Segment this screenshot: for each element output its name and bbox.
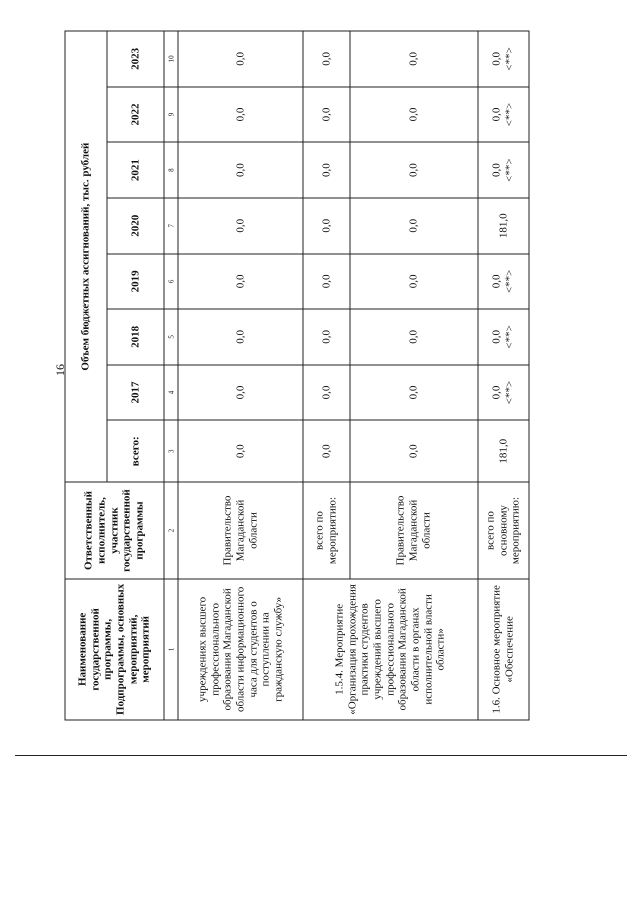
year-value: 0,0: [234, 107, 247, 122]
year-value-cell: [178, 87, 303, 143]
footnote-mark: <**>: [503, 269, 516, 294]
activity-name-cell: 1.5.4. Мероприятие «Организация прохождения практики студентов учреждений высшего профессионального образования Магаданской области в органах исполнительной власти области»: [303, 579, 478, 720]
footnote-mark: <**>: [503, 47, 516, 71]
year-value-cell: [350, 198, 478, 254]
year-value: 0,0: [320, 385, 333, 400]
column-number: 4: [164, 365, 178, 421]
footnote-mark: <**>: [503, 102, 516, 127]
year-value-cell: [350, 87, 478, 143]
total-cell: 0,0: [303, 420, 350, 482]
year-value: 0,0: [407, 163, 420, 177]
header-row: [65, 31, 107, 720]
page-divider-line: [15, 755, 627, 756]
page-number: 16: [53, 364, 67, 376]
table-row: [303, 31, 350, 720]
year-value-cell: [178, 142, 303, 198]
year-value-cell: [178, 309, 303, 365]
year-value-cell: [303, 365, 350, 421]
year-value: 0,0: [490, 107, 503, 122]
year-value: 0,0: [234, 163, 247, 177]
year-header: 2018: [107, 309, 164, 365]
year-header: 2022: [107, 87, 164, 143]
year-value-cell: [303, 254, 350, 310]
column-number: 7: [164, 198, 178, 254]
year-header: 2017: [107, 365, 164, 421]
year-value: 0,0: [320, 107, 333, 122]
year-value-cell: [478, 309, 529, 365]
year-value-cell: [303, 87, 350, 143]
year-value: 0,0: [407, 330, 420, 344]
column-number: 6: [164, 254, 178, 310]
year-value: 0,0: [320, 330, 333, 344]
year-value-cell: [178, 254, 303, 310]
year-value-cell: [303, 309, 350, 365]
executor-cell: всего по основному мероприятию:: [478, 482, 529, 578]
year-value: 0,0: [320, 52, 333, 66]
year-value: 0,0: [490, 330, 503, 344]
year-value-cell: [178, 365, 303, 421]
year-value: 0,0: [407, 385, 420, 400]
year-value-cell: [478, 31, 529, 87]
year-value-cell: [478, 198, 529, 254]
column-number: 10: [164, 31, 178, 87]
year-value: 0,0: [234, 274, 247, 289]
year-value-cell: [478, 254, 529, 310]
year-value-cell: [350, 365, 478, 421]
year-header: 2021: [107, 142, 164, 198]
total-cell: 0,0: [178, 420, 303, 482]
budget-table: [65, 31, 530, 721]
year-value: 0,0: [320, 218, 333, 233]
year-value-cell: [178, 31, 303, 87]
footnote-mark: <**>: [503, 380, 516, 405]
budget-table-wrapper: [65, 31, 530, 721]
year-value: 181,0: [497, 213, 510, 239]
year-value: 0,0: [407, 218, 420, 233]
year-value-cell: [478, 87, 529, 143]
executor-cell: всего по мероприятию:: [303, 482, 350, 578]
year-value: 0,0: [320, 163, 333, 177]
name-column-header: Наименование государственной программы, Подпрограммы, основных мероприятий, мероприятий: [65, 579, 164, 720]
year-value: 0,0: [320, 274, 333, 289]
year-value-cell: [350, 31, 478, 87]
total-cell: 181,0: [478, 420, 529, 482]
executor-cell: Правительство Магаданской области: [178, 482, 303, 578]
year-value-cell: [303, 142, 350, 198]
footnote-mark: <**>: [503, 158, 516, 182]
year-value-cell: [350, 309, 478, 365]
year-value: 0,0: [490, 52, 503, 66]
year-value-cell: [350, 254, 478, 310]
year-header: 2020: [107, 198, 164, 254]
year-value: 0,0: [490, 163, 503, 177]
year-value-cell: [350, 142, 478, 198]
activity-name-cell: учреждениях высшего профессионального образования Магаданской области информационного часа для студентов о поступлении на гражданскую службу»: [178, 579, 303, 720]
funding-header: Объем бюджетных ассигнований, тыс. рублей: [65, 31, 107, 482]
year-value: 0,0: [490, 274, 503, 289]
footnote-mark: <**>: [503, 325, 516, 349]
table-row: [178, 31, 303, 720]
year-value: 0,0: [234, 385, 247, 400]
year-header: 2019: [107, 254, 164, 310]
year-value-cell: [478, 365, 529, 421]
year-value-cell: [178, 198, 303, 254]
column-number: 2: [164, 482, 178, 578]
executor-cell: Правительство Магаданской области: [350, 482, 478, 578]
year-value: 0,0: [407, 52, 420, 66]
year-value: 0,0: [407, 274, 420, 289]
total-column-header: всего:: [107, 420, 164, 482]
year-value: 0,0: [407, 107, 420, 122]
total-cell: 0,0: [350, 420, 478, 482]
table-row: [478, 31, 529, 720]
column-number: 9: [164, 87, 178, 143]
year-value-cell: [478, 142, 529, 198]
column-number: 1: [164, 579, 178, 720]
year-value: 0,0: [490, 385, 503, 400]
column-number: 8: [164, 142, 178, 198]
year-value: 0,0: [234, 218, 247, 233]
column-number: 3: [164, 420, 178, 482]
year-value-cell: [303, 198, 350, 254]
year-value: 0,0: [234, 330, 247, 344]
activity-name-cell: 1.6. Основное мероприятие «Обеспечение: [478, 579, 529, 720]
year-header: 2023: [107, 31, 164, 87]
executor-column-header: Ответственный исполнитель, участник государственной программы: [65, 482, 164, 578]
column-number: 5: [164, 309, 178, 365]
year-value: 0,0: [234, 52, 247, 66]
column-number-row: [164, 31, 178, 720]
year-value-cell: [303, 31, 350, 87]
